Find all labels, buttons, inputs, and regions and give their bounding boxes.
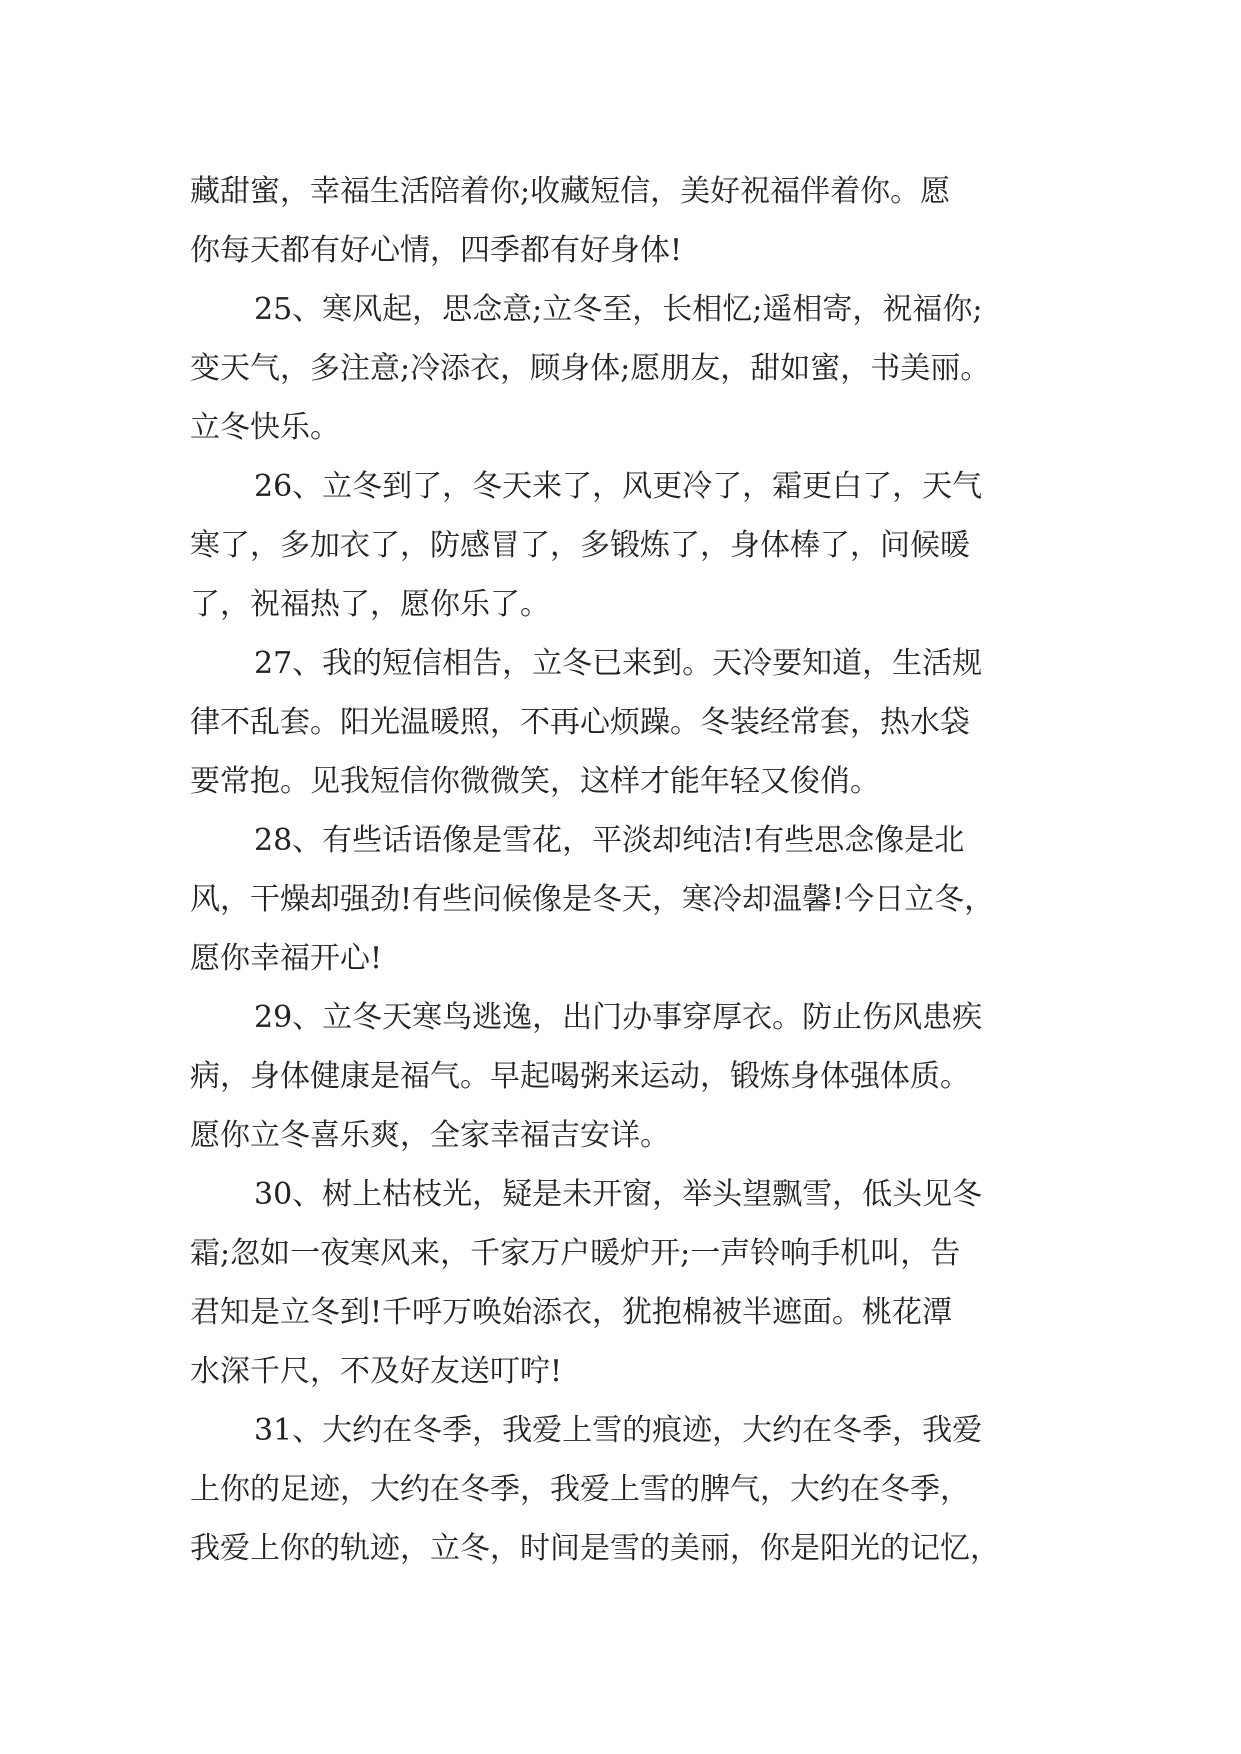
text-line: 27、我的短信相告，立冬已来到。天冷要知道，生活规 <box>254 646 983 681</box>
text-line: 霜;忽如一夜寒风来，千家万户暖炉开;一声铃响手机叫，告 <box>190 1236 961 1271</box>
text-line: 风，干燥却强劲!有些问候像是冬天，寒冷却温馨!今日立冬， <box>190 882 995 917</box>
paragraph-continuation <box>190 162 1070 280</box>
text-line: 你每天都有好心情，四季都有好身体! <box>190 233 683 268</box>
text-line: 要常抱。见我短信你微微笑，这样才能年轻又俊俏。 <box>190 764 880 799</box>
paragraph-27 <box>190 634 1070 811</box>
text-line: 我爱上你的轨迹，立冬，时间是雪的美丽，你是阳光的记忆， <box>190 1531 1000 1566</box>
text-line: 愿你立冬喜乐爽，全家幸福吉安详。 <box>190 1118 670 1153</box>
paragraph-30 <box>190 1165 1070 1401</box>
text-line: 水深千尺，不及好友送叮咛! <box>190 1354 563 1389</box>
text-line: 病，身体健康是福气。早起喝粥来运动，锻炼身体强体质。 <box>190 1059 970 1094</box>
text-line: 31、大约在冬季，我爱上雪的痕迹，大约在冬季，我爱 <box>254 1413 983 1448</box>
text-line: 上你的足迹，大约在冬季，我爱上雪的脾气，大约在冬季， <box>190 1472 970 1507</box>
paragraph-25 <box>190 280 1070 457</box>
text-line: 了，祝福热了，愿你乐了。 <box>190 587 550 622</box>
text-line: 立冬快乐。 <box>190 410 340 445</box>
text-line: 28、有些话语像是雪花，平淡却纯洁!有些思念像是北 <box>254 823 965 858</box>
text-line: 藏甜蜜，幸福生活陪着你;收藏短信，美好祝福伴着你。愿 <box>190 174 951 209</box>
text-line: 29、立冬天寒鸟逃逸，出门办事穿厚衣。防止伤风患疾 <box>254 1000 983 1035</box>
text-line: 愿你幸福开心! <box>190 941 383 976</box>
paragraph-26 <box>190 457 1070 634</box>
text-line: 26、立冬到了，冬天来了，风更冷了，霜更白了，天气 <box>254 469 983 504</box>
text-line: 25、寒风起，思念意;立冬至，长相忆;遥相寄，祝福你; <box>254 292 983 327</box>
text-line: 变天气，多注意;冷添衣，顾身体;愿朋友，甜如蜜，书美丽。 <box>190 351 991 386</box>
paragraph-28 <box>190 811 1070 988</box>
text-line: 律不乱套。阳光温暖照，不再心烦躁。冬装经常套，热水袋 <box>190 705 970 740</box>
text-line: 寒了，多加衣了，防感冒了，多锻炼了，身体棒了，问候暖 <box>190 528 970 563</box>
text-line: 30、树上枯枝光，疑是未开窗，举头望飘雪，低头见冬 <box>254 1177 983 1212</box>
paragraph-29 <box>190 988 1070 1165</box>
paragraph-31 <box>190 1401 1070 1578</box>
text-line: 君知是立冬到!千呼万唤始添衣，犹抱棉被半遮面。桃花潭 <box>190 1295 953 1330</box>
document-body <box>190 162 1070 1578</box>
